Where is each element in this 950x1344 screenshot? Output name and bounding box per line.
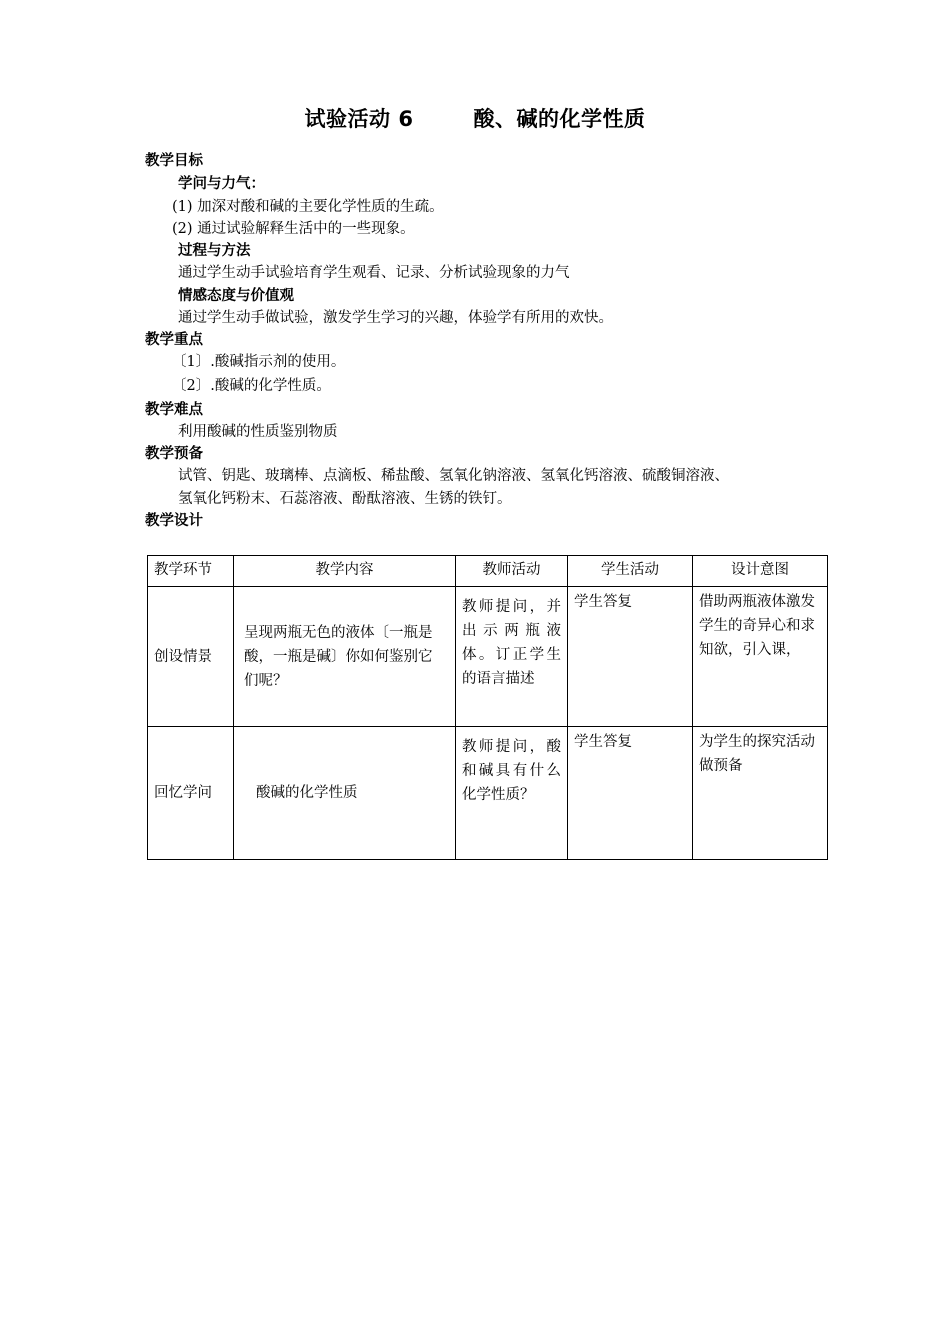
column-header: 设计意图 — [693, 556, 828, 587]
design-heading: 教学设计 — [145, 513, 203, 529]
key-points-heading: 教学重点 — [145, 332, 203, 348]
design-intent-cell: 为学生的探究活动做预备 — [693, 727, 828, 860]
objectives-heading: 教学目标 — [145, 153, 203, 169]
content-cell: 呈现两瓶无色的液体〔一瓶是酸，一瓶是碱〕你如何鉴别它们呢？ — [234, 587, 456, 727]
emotion-text: 通过学生动手做试验，激发学生学习的兴趣，体验学有所用的欢快。 — [178, 310, 613, 326]
difficulties-heading: 教学难点 — [145, 402, 203, 418]
knowledge-item-2: (2) 通过试验解释生活中的一些现象。 — [172, 221, 415, 237]
table-row — [148, 727, 828, 860]
column-header: 教学内容 — [234, 556, 456, 587]
title-part1: 试验活动 6 — [304, 107, 414, 131]
emotion-heading: 情感态度与价值观 — [178, 288, 294, 304]
knowledge-heading: 学问与力气： — [178, 176, 265, 192]
student-activity-cell: 学生答复 — [568, 727, 693, 860]
column-header: 学生活动 — [568, 556, 693, 587]
content-cell: 酸碱的化学性质 — [234, 727, 456, 860]
column-header: 教学环节 — [148, 556, 234, 587]
table-header-row — [148, 556, 828, 587]
preparation-heading: 教学预备 — [145, 446, 203, 462]
design-intent-cell: 借助两瓶液体激发学生的奇异心和求知欲，引入课， — [693, 587, 828, 727]
preparation-line-1: 试管、钥匙、玻璃棒、点滴板、稀盐酸、氢氧化钠溶液、氢氧化钙溶液、硫酸铜溶液、 — [178, 468, 729, 484]
page-title — [0, 103, 950, 133]
key-point-item-1: 〔1〕.酸碱指示剂的使用。 — [172, 354, 346, 370]
process-text: 通过学生动手试验培育学生观看、记录、分析试验现象的力气 — [178, 265, 570, 281]
stage-cell: 回忆学问 — [148, 727, 234, 860]
teacher-activity-cell: 教师提问，并出示两瓶液体。订正学生的语言描述 — [456, 587, 568, 727]
preparation-line-2: 氢氧化钙粉末、石蕊溶液、酚酞溶液、生锈的铁钉。 — [178, 491, 512, 507]
difficulties-text: 利用酸碱的性质鉴别物质 — [178, 424, 338, 440]
process-heading: 过程与方法 — [178, 243, 251, 259]
teacher-activity-cell: 教师提问，酸和碱具有什么化学性质？ — [456, 727, 568, 860]
table-row — [148, 587, 828, 727]
teaching-design-table — [147, 555, 828, 860]
key-point-item-2: 〔2〕.酸碱的化学性质。 — [172, 378, 331, 394]
title-part2: 酸、碱的化学性质 — [473, 107, 646, 131]
knowledge-item-1: (1) 加深对酸和碱的主要化学性质的生疏。 — [172, 199, 444, 215]
column-header: 教师活动 — [456, 556, 568, 587]
student-activity-cell: 学生答复 — [568, 587, 693, 727]
stage-cell: 创设情景 — [148, 587, 234, 727]
